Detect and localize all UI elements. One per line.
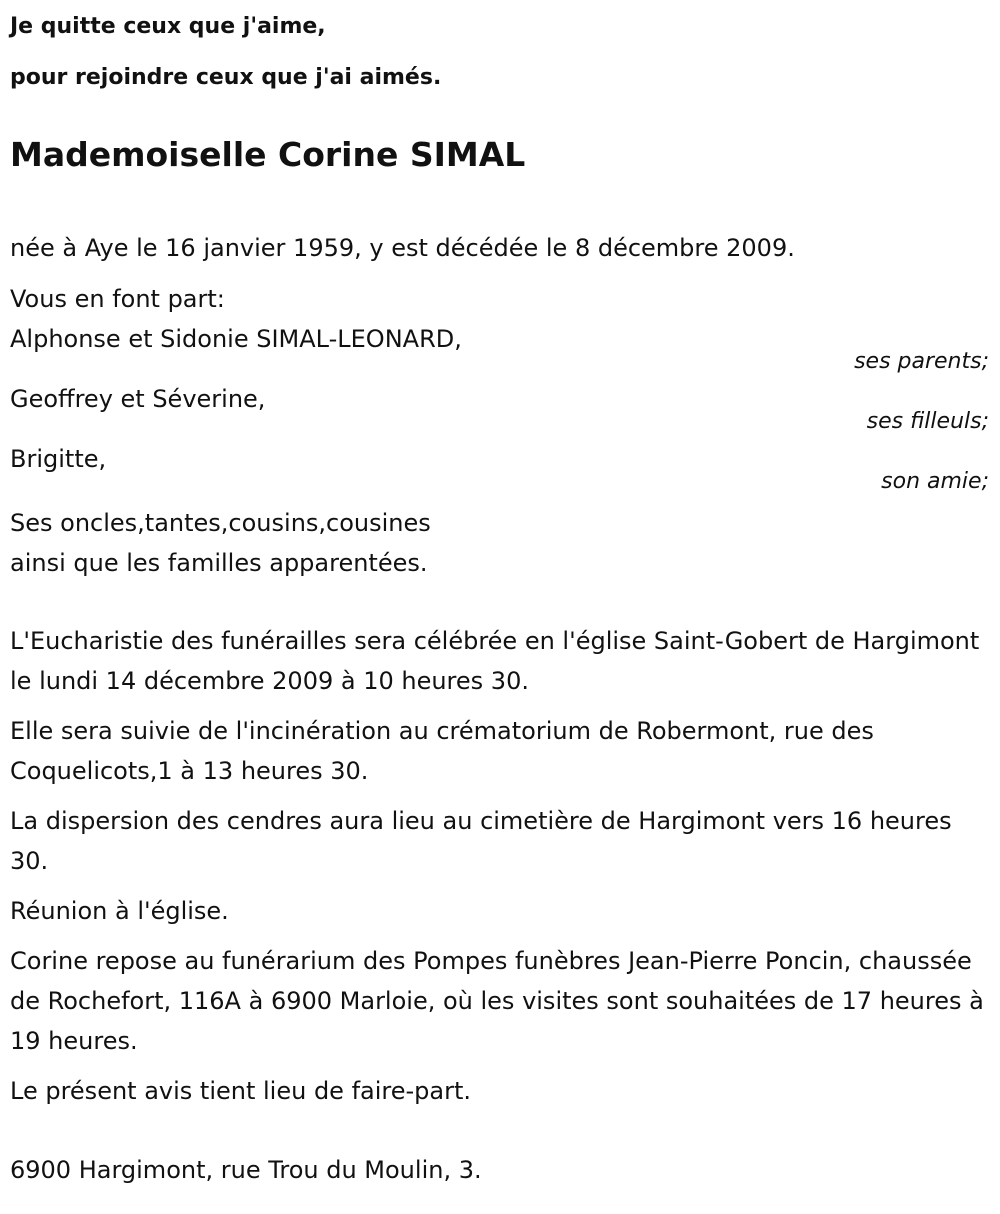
family-entry-relation: son amie; <box>881 469 989 494</box>
funeral-home-paragraph: Corine repose au funérarium des Pompes funèbres Jean-Pierre Poncin, chaussée de Rochefort, 116A à 6900 Marloie, où les visites sont souhaitées de 17 heures à 19 heures. <box>10 947 984 1055</box>
family-entry-relation: ses parents; <box>854 349 989 374</box>
family-list <box>10 319 990 493</box>
family-entry-relation: ses filleuls; <box>866 409 989 434</box>
ceremony-details <box>10 621 990 1111</box>
notice-statement-paragraph: Le présent avis tient lieu de faire-part. <box>10 1077 472 1105</box>
notice-body <box>10 228 990 1190</box>
family-entry-name: Brigitte, <box>10 445 107 473</box>
epigraph <box>10 0 990 102</box>
family-address: 6900 Hargimont, rue Trou du Moulin, 3. <box>10 1156 482 1184</box>
epigraph-line-2: pour rejoindre ceux que j'ai aimés. <box>10 65 442 90</box>
meeting-paragraph: Réunion à l'église. <box>10 897 229 925</box>
family-entry-name: Geoffrey et Séverine, <box>10 385 266 413</box>
family-entry <box>10 379 990 433</box>
deceased-name-title: Mademoiselle Corine SIMAL <box>10 135 526 174</box>
extended-family-line-1: Ses oncles,tantes,cousins,cousines <box>10 509 431 537</box>
extended-family-line-2: ainsi que les familles apparentées. <box>10 549 428 577</box>
cremation-paragraph: Elle sera suivie de l'incinération au crématorium de Robermont, rue des Coquelicots,1 à 13 heures 30. <box>10 717 874 785</box>
announcement-line: Vous en font part: <box>10 285 225 313</box>
family-entry <box>10 319 990 373</box>
eucharist-paragraph: L'Eucharistie des funérailles sera célébrée en l'église Saint-Gobert de Hargimont le lundi 14 décembre 2009 à 10 heures 30. <box>10 627 980 695</box>
epigraph-line-1: Je quitte ceux que j'aime, <box>10 14 326 39</box>
extended-family <box>10 503 990 583</box>
ash-dispersal-paragraph: La dispersion des cendres aura lieu au cimetière de Hargimont vers 16 heures 30. <box>10 807 952 875</box>
family-entry-name: Alphonse et Sidonie SIMAL-LEONARD, <box>10 325 462 353</box>
birth-death-line: née à Aye le 16 janvier 1959, y est décédée le 8 décembre 2009. <box>10 234 795 262</box>
family-entry <box>10 439 990 493</box>
